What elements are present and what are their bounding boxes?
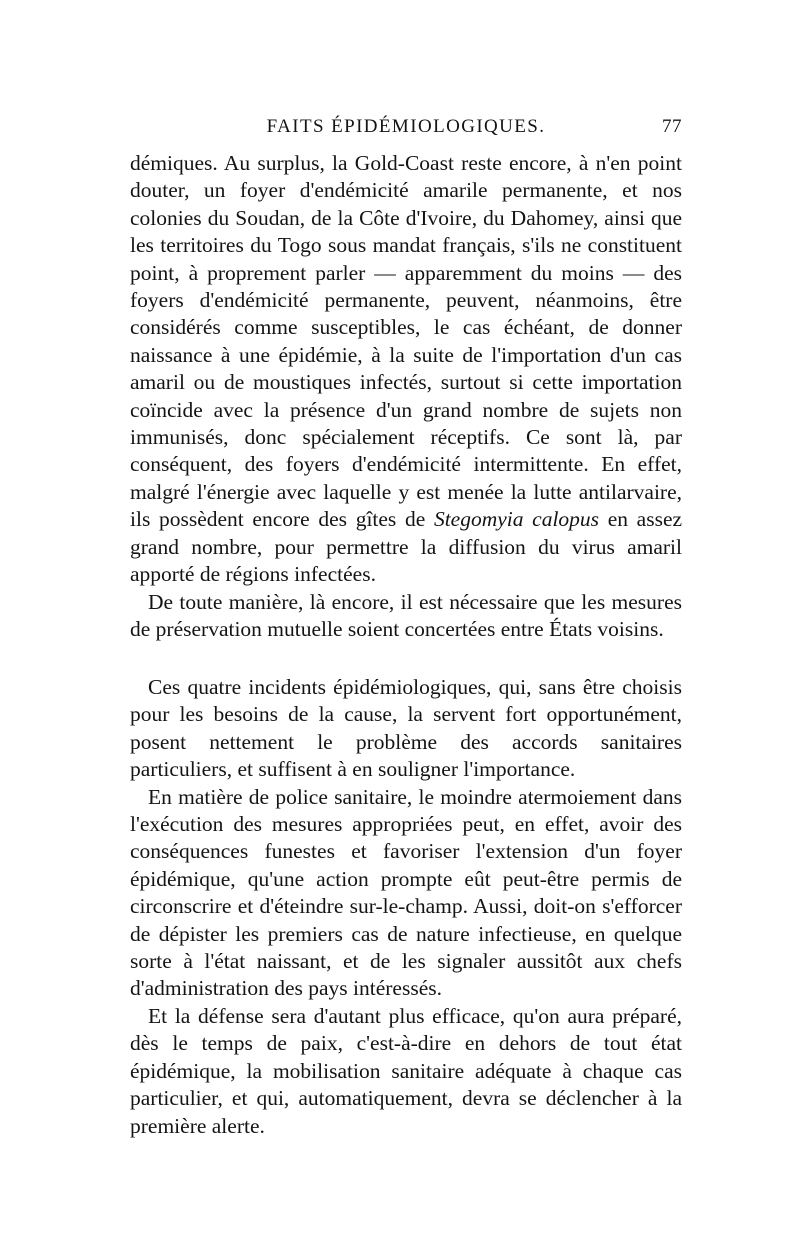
text-block-conclusion — [130, 674, 682, 1140]
paragraph-text: démiques. Au surplus, la Gold-Coast reste encore, à n'en point douter, un foyer d'endémicité amarile permanente, et nos colonies du Soudan, de la Côte d'Ivoire, du Dahomey, ainsi que les territoires du Togo sous mandat français, s'ils ne constituent point, à proprement parler — apparemment du moins — des foyers d'endémicité permanente, peuvent, néanmoins, être considérés comme susceptibles, le cas échéant, de donner naissance à une épidémie, à la suite de l'importation d'un cas amaril ou de moustiques infectés, surtout si cette importation coïncide avec la présence d'un grand nombre de sujets non immunisés, donc spécialement réceptifs. Ce sont là, par conséquent, des foyers d'endémicité intermittente. En effet, malgré l'énergie avec laquelle y est menée la lutte antilarvaire, ils possèdent encore des gîtes de — [130, 151, 682, 532]
running-header — [130, 116, 682, 144]
paragraph: Et la défense sera d'autant plus efficace, qu'on aura préparé, dès le temps de paix, c'est-à-dire en dehors de tout état épidémique, la mobilisation sanitaire adéquate à chaque cas particulier, et qui, automatiquement, devra se déclencher à la première alerte. — [130, 1003, 682, 1138]
paragraph: En matière de police sanitaire, le moindre atermoiement dans l'exécution des mesures appropriées peut, en effet, avoir des conséquences funestes et favoriser l'extension d'un foyer épidémique, qu'une action prompte eût peut-être permis de circonscrire et d'éteindre sur-le-champ. Aussi, doit-on s'efforcer de dépister les premiers cas de nature infectieuse, en quelque sorte à l'état naissant, et de les signaler aussitôt aux chefs d'administration des pays intéressés. — [130, 784, 682, 1001]
species-name: Stegomyia calopus — [433, 507, 600, 532]
page-number: 77 — [662, 116, 682, 137]
paragraph: Ces quatre incidents épidémiologiques, qui, sans être choisis pour les besoins de la cause, la servent fort opportunément, posent nettement le problème des accords sanitaires particuliers, et suffisent à en souligner l'importance. — [130, 675, 682, 782]
chapter-title: FAITS ÉPIDÉMIOLOGIQUES. — [266, 116, 546, 137]
paragraph-continued — [130, 150, 682, 589]
text-block-continued — [130, 150, 682, 643]
paragraph-text-end: en assez grand nombre, pour permettre la diffusion du virus amaril apporté de régions infectées. — [130, 507, 683, 587]
paragraph: De toute manière, là encore, il est nécessaire que les mesures de préservation mutuelle soient concertées entre États voisins. — [130, 589, 682, 641]
